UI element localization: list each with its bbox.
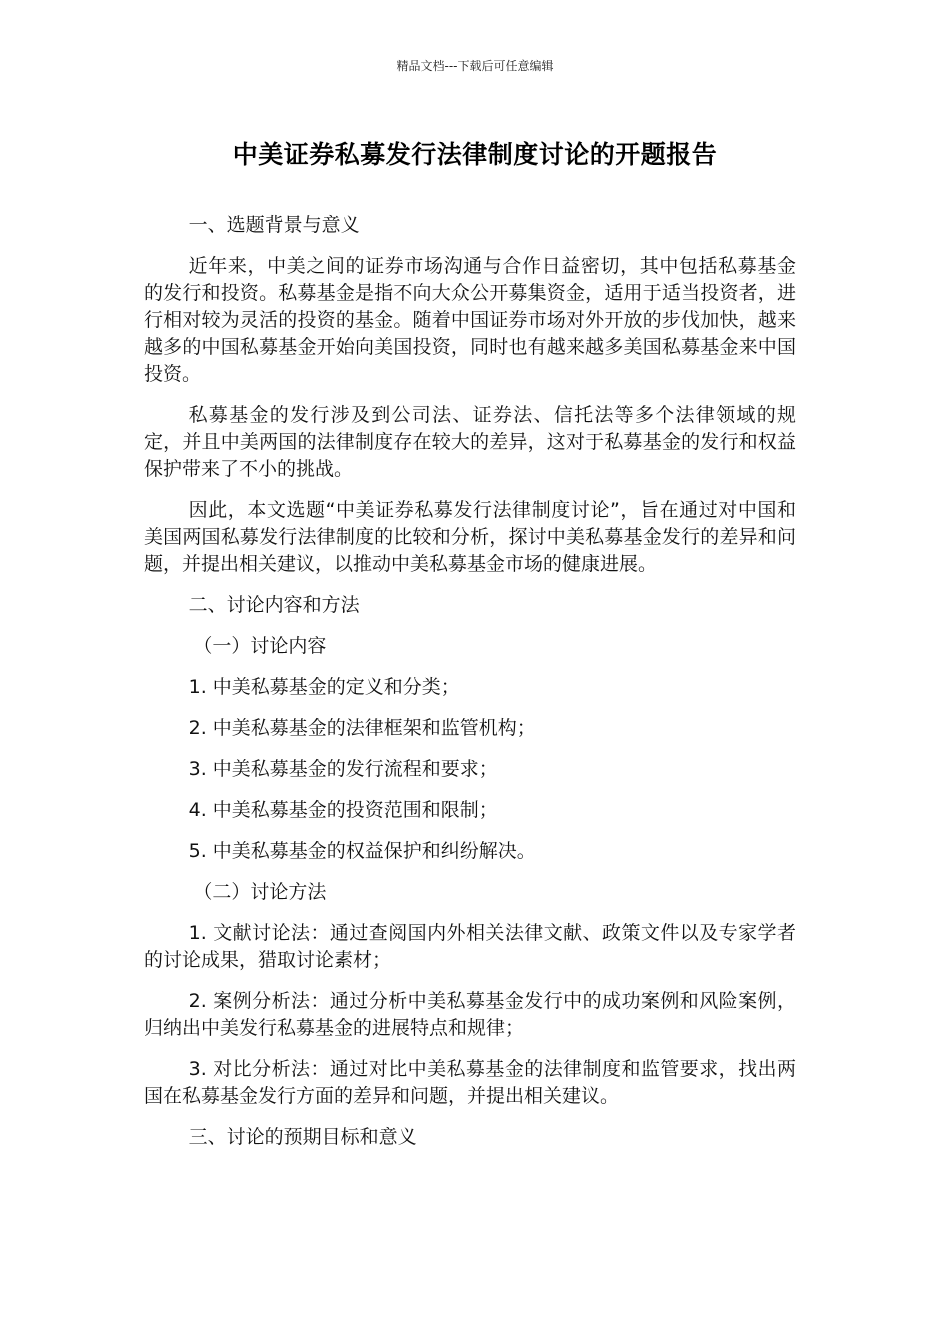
list-item-method-2: 2. 案例分析法：通过分析中美私募基金发行中的成功案例和风险案例，归纳出中美发行私募基金的进展特点和规律；: [144, 990, 796, 1039]
section-heading-2: 二、讨论内容和方法: [188, 594, 360, 616]
list-item-content-2: 2. 中美私募基金的法律框架和监管机构；: [188, 717, 536, 739]
paragraph-background-1: 近年来，中美之间的证券市场沟通与合作日益密切，其中包括私募基金的发行和投资。私募基金是指不向大众公开募集资金，适用于适当投资者，进行相对较为灵活的投资的基金。随着中国证券市场对外开放的步伐加快，越来越多的中国私募基金开始向美国投资，同时也有越来越多美国私募基金来中国投资。: [144, 255, 796, 385]
subsection-heading-method: （二）讨论方法: [193, 881, 327, 903]
paragraph-background-3: 因此，本文选题“中美证券私募发行法律制度讨论”，旨在通过对中国和美国两国私募发行法律制度的比较和分析，探讨中美私募基金发行的差异和问题，并提出相关建议，以推动中美私募基金市场的健康进展。: [144, 499, 796, 575]
subsection-heading-content: （一）讨论内容: [193, 635, 327, 657]
document-title: 中美证券私募发行法律制度讨论的开题报告: [232, 140, 718, 169]
list-item-content-4: 4. 中美私募基金的投资范围和限制；: [188, 799, 498, 821]
header-note: 精品文档---下载后可任意编辑: [396, 59, 554, 73]
list-item-method-3: 3. 对比分析法：通过对比中美私募基金的法律制度和监管要求，找出两国在私募基金发行方面的差异和问题，并提出相关建议。: [144, 1058, 796, 1107]
list-item-content-1: 1. 中美私募基金的定义和分类；: [188, 676, 460, 698]
document-body: [144, 212, 796, 1165]
list-item-content-5: 5. 中美私募基金的权益保护和纠纷解决。: [188, 840, 536, 862]
paragraph-background-2: 私募基金的发行涉及到公司法、证券法、信托法等多个法律领域的规定，并且中美两国的法律制度存在较大的差异，这对于私募基金的发行和权益保护带来了不小的挑战。: [144, 404, 796, 480]
list-item-method-1: 1. 文献讨论法：通过查阅国内外相关法律文献、政策文件以及专家学者的讨论成果，猎取讨论素材；: [144, 922, 796, 971]
section-heading-3: 三、讨论的预期目标和意义: [188, 1126, 417, 1148]
section-heading-1: 一、选题背景与意义: [188, 214, 360, 236]
list-item-content-3: 3. 中美私募基金的发行流程和要求；: [188, 758, 498, 780]
